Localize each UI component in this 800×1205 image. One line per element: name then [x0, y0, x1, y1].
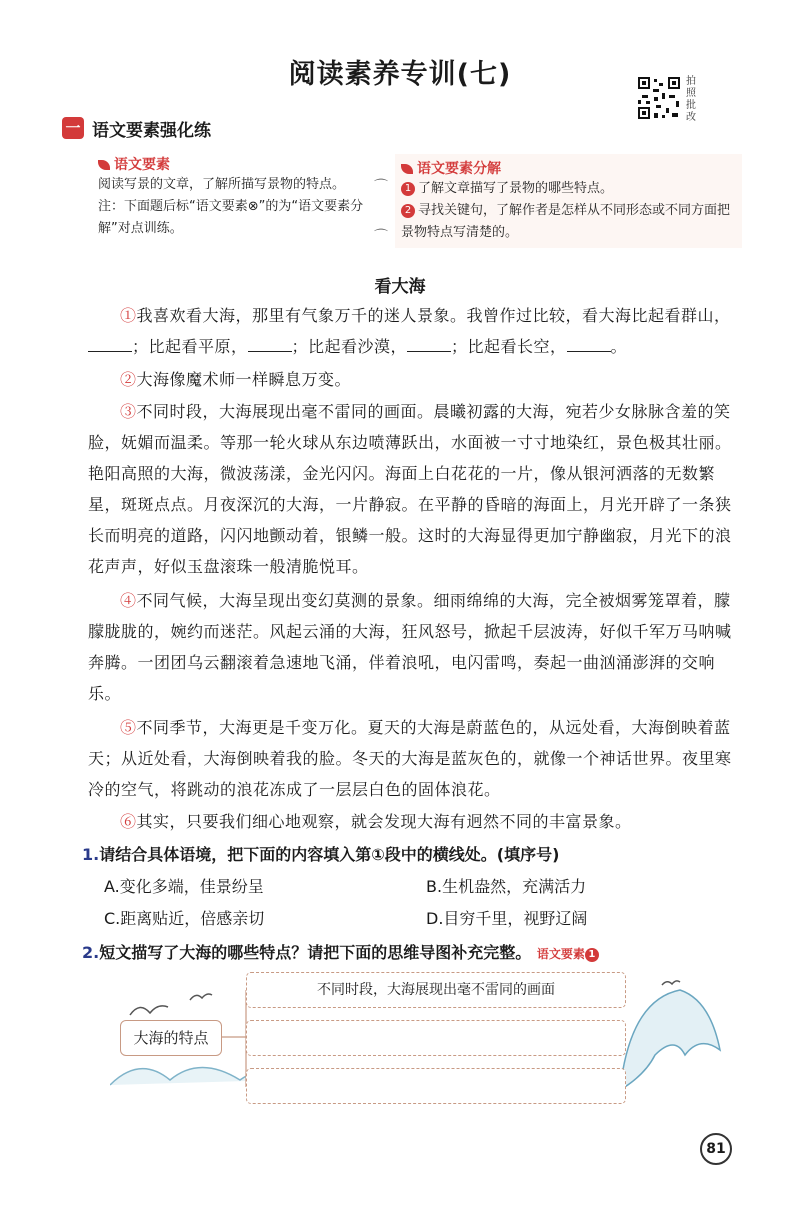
mindmap-answer-box[interactable]: [246, 1068, 626, 1104]
leaf-icon: [98, 160, 110, 170]
story-paragraph: ⑥其实，只要我们细心地观察，就会发现大海有迥然不同的丰富景象。: [120, 812, 632, 831]
answer-blank[interactable]: [567, 337, 611, 352]
section-title: 语文要素强化练: [92, 121, 211, 141]
option-c[interactable]: C.距离贴近，倍感亲切: [104, 909, 265, 928]
breakdown-item: 1 了解文章描写了景物的哪些特点。: [401, 178, 736, 200]
seagull-icon: [662, 981, 680, 985]
qr-code-icon[interactable]: [636, 75, 682, 121]
story-paragraph: ①我喜欢看大海，那里有气象万千的迷人景象。我曾作过比较，看大海比起看群山，；比起看平原， ；比起看沙漠， ；比起看长空， 。: [88, 300, 738, 362]
wave-icon: [620, 990, 720, 1090]
breakdown-box: [395, 154, 742, 248]
story-paragraph: ④不同气候，大海呈现出变幻莫测的景象。细雨绵绵的大海，完全被烟雾笼罩着，朦朦胧胧的，婉约而迷茫。风起云涌的大海，狂风怒号，掀起千层波涛，好似千军万马呐喊奔腾。一团团乌云翻滚着急速地飞涌，伴着浪吼，电闪雷鸣，奏起一曲汹涌澎湃的交响乐。: [88, 591, 732, 703]
mindmap-branch: 不同时段，大海展现出毫不雷同的画面: [246, 972, 626, 1008]
seagull-icon: [130, 1006, 168, 1015]
mindmap-root: 大海的特点: [120, 1020, 222, 1056]
question-2: 2.短文描写了大海的哪些特点？请把下面的思维导图补充完整。 语文要素 1: [82, 940, 742, 963]
option-b[interactable]: B.生机盎然，充满活力: [426, 877, 587, 896]
element-heading: 语文要素: [98, 154, 373, 174]
element-note: 注：下面题后标“语文要素⊗”的为“语文要素分解”对点训练。: [98, 199, 364, 236]
leaf-icon: [401, 164, 413, 174]
page-number: 81: [700, 1133, 732, 1165]
link-hook-icon: ⌒: [374, 179, 388, 195]
story-paragraph: ②大海像魔术师一样瞬息万变。: [120, 370, 352, 389]
page-title: 阅读素养专训(七): [288, 59, 512, 90]
question-1: 1.请结合具体语境，把下面的内容填入第①段中的横线处。(填序号): [82, 845, 560, 864]
element-text: 阅读写景的文章，了解所描写景物的特点。: [98, 177, 346, 192]
story-paragraph: ⑤不同季节，大海更是千变万化。夏天的大海是蔚蓝色的，从远处看，大海倒映着蓝天；从近处看，大海倒映着我的脸。冬天的大海是蓝灰色的，就像一个神话世界。夜里寒冷的空气，将跳动的浪花冻成了一层层白色的固体浪花。: [88, 718, 732, 799]
option-a[interactable]: A.变化多端，佳景纷呈: [104, 877, 264, 896]
answer-blank[interactable]: [407, 337, 451, 352]
story-title: 看大海: [374, 277, 426, 297]
breakdown-item: 2 寻找关键句，了解作者是怎样从不同形态或不同方面把景物特点写清楚的。: [401, 203, 731, 240]
element-tag: 语文要素 1: [537, 947, 602, 961]
seagull-icon: [190, 994, 212, 1000]
breakdown-heading: 语文要素分解: [401, 158, 736, 178]
qr-label: 拍照批改: [686, 76, 696, 123]
element-box: [98, 154, 373, 240]
answer-blank[interactable]: [248, 337, 292, 352]
section-marker: 一: [62, 117, 84, 139]
link-hook-icon: ⌒: [374, 229, 388, 245]
story-paragraph: ③不同时段，大海展现出毫不雷同的画面。晨曦初露的大海，宛若少女脉脉含羞的笑脸，妩媚而温柔。等那一轮火球从东边喷薄跃出，水面被一寸寸地染红，景色极其壮丽。艳阳高照的大海，微波荡漾，金光闪闪。海面上白花花的一片，像从银河洒落的无数繁星，斑斑点点。月夜深沉的大海，一片静寂。在平静的昏暗的海面上，月光开辟了一条狭长而明亮的道路，闪闪地颤动着，银鳞一般。这时的大海显得更加宁静幽寂，月光下的浪花声声，好似玉盘滚珠一般清脆悦耳。: [88, 402, 732, 576]
mindmap-answer-box[interactable]: [246, 1020, 626, 1056]
option-d[interactable]: D.目穷千里，视野辽阔: [426, 909, 588, 928]
answer-blank[interactable]: [88, 337, 132, 352]
